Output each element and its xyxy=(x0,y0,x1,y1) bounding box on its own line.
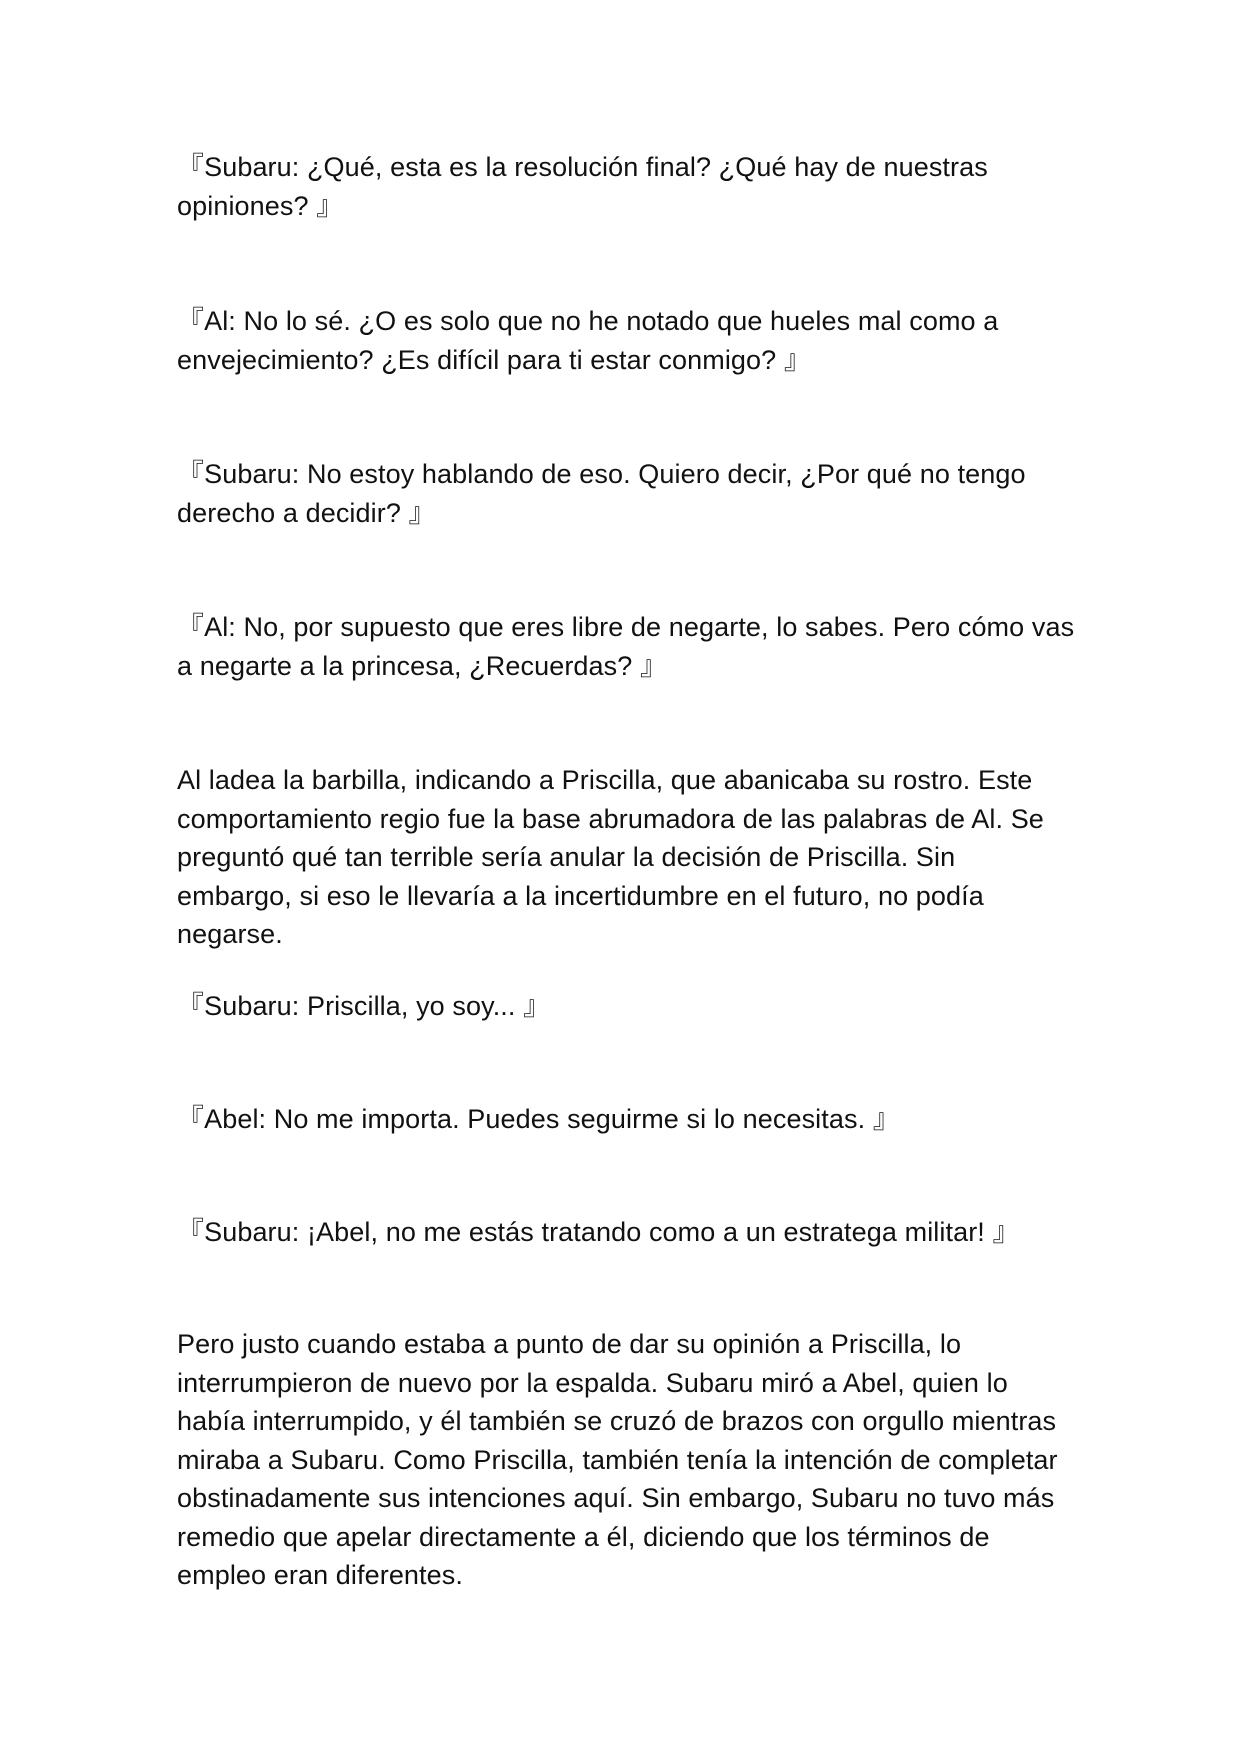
dialogue-al-aging-smell: 『Al: No lo sé. ¿O es solo que no he notado que hueles mal como a envejecimiento? ¿Es difícil para ti estar conmigo? 』 xyxy=(177,306,999,375)
dialogue-subaru-priscilla: 『Subaru: Priscilla, yo soy... 』 xyxy=(177,991,551,1021)
dialogue-subaru-right-to-decide: 『Subaru: No estoy hablando de eso. Quiero decir, ¿Por qué no tengo derecho a decidir? 』 xyxy=(177,459,1026,528)
dialogue-al-refuse-princess: 『Al: No, por supuesto que eres libre de negarte, lo sabes. Pero cómo vas a negarte a la princesa, ¿Recuerdas? 』 xyxy=(177,612,1075,681)
dialogue-subaru-final-resolution: 『Subaru: ¿Qué, esta es la resolución final? ¿Qué hay de nuestras opiniones? 』 xyxy=(177,152,988,221)
dialogue-subaru-strategist: 『Subaru: ¡Abel, no me estás tratando como a un estratega militar! 』 xyxy=(177,1217,1020,1247)
narration-abel-interruption: Pero justo cuando estaba a punto de dar su opinión a Priscilla, lo interrumpieron de nuevo por la espalda. Subaru miró a Abel, quien lo había interrumpido, y él también se cruzó de brazos con orgullo mientras miraba a Subaru. Como Priscilla, también tenía la intención de completar obstinadamente sus intenciones aquí. Sin embargo, Subaru no tuvo más remedio que apelar directamente a él, diciendo que los términos de empleo eran diferentes. xyxy=(177,1329,1058,1590)
narration-priscilla-decision: Al ladea la barbilla, indicando a Priscilla, que abanicaba su rostro. Este comportamiento regio fue la base abrumadora de las palabras de Al. Se preguntó qué tan terrible sería anular la decisión de Priscilla. Sin embargo, si eso le llevaría a la incertidumbre en el futuro, no podía negarse. xyxy=(177,765,1044,949)
dialogue-abel-follow: 『Abel: No me importa. Puedes seguirme si lo necesitas. 』 xyxy=(177,1104,900,1134)
